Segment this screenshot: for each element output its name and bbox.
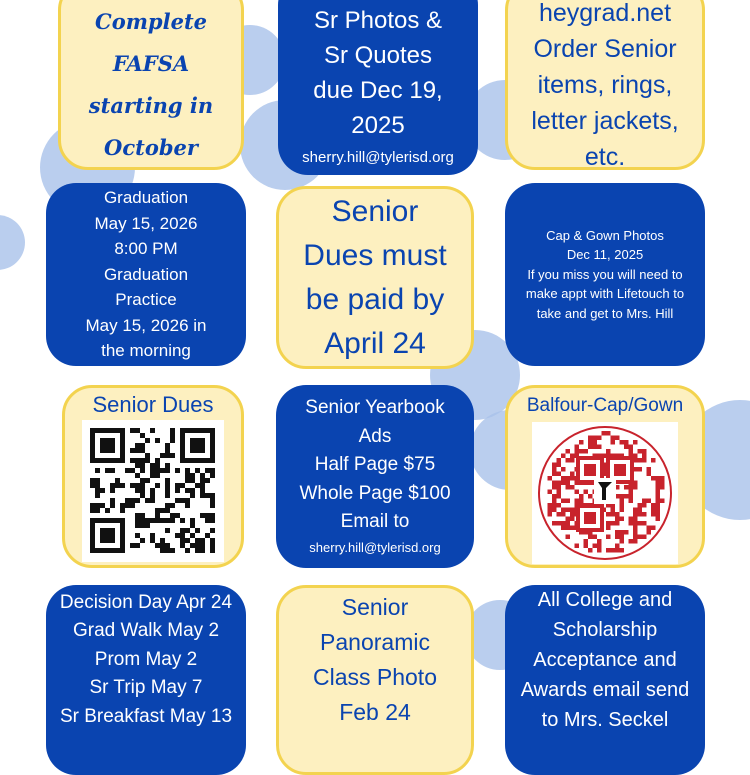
college-line: Awards email send: [520, 679, 690, 701]
panoramic-line: Panoramic: [320, 629, 430, 655]
college-line: All College and: [537, 589, 673, 611]
yearbook-ads-card: [276, 385, 474, 568]
yearbook-line: Half Page $75: [314, 454, 436, 476]
balfour-qr-code[interactable]: [532, 422, 678, 564]
heygrad-card: [505, 0, 705, 170]
senior-events-line: Sr Trip May 7: [89, 677, 203, 699]
senior-events-card: [46, 585, 246, 775]
graduation-line: the morning: [101, 341, 191, 361]
panoramic-line: Feb 24: [339, 699, 411, 725]
fafsa-line: starting in: [88, 93, 214, 118]
heygrad-line: etc.: [584, 143, 626, 170]
fafsa-card: [58, 0, 244, 170]
heygrad-line: Order Senior: [533, 35, 677, 63]
yearbook-line: Whole Page $100: [299, 482, 451, 504]
sr-photos-email: sherry.hill@tylerisd.org: [302, 148, 454, 166]
balfour-qr-card: [505, 385, 705, 568]
college-scholarship-card: [505, 585, 705, 775]
panoramic-line: Senior: [341, 594, 409, 620]
senior-dues-title: Senior Dues: [92, 392, 214, 417]
dues-deadline-card: [276, 186, 474, 369]
senior-events-line: Sr Breakfast May 13: [59, 705, 233, 727]
yearbook-line: Senior Yearbook: [305, 397, 445, 419]
graduation-line: Graduation: [103, 264, 189, 284]
yearbook-line: Ads: [358, 425, 392, 447]
graduation-line: May 15, 2026 in: [85, 315, 207, 335]
sr-photos-line: Sr Quotes: [323, 41, 433, 69]
senior-dues-qr-card: [62, 385, 244, 568]
heygrad-line: letter jackets,: [531, 107, 679, 135]
sr-photos-line: due Dec 19,: [313, 76, 443, 104]
yearbook-line: Email to: [340, 511, 410, 533]
graduation-card: [46, 183, 246, 366]
dues-deadline-line: Senior: [331, 194, 419, 228]
panoramic-line: Class Photo: [312, 664, 437, 690]
senior-events-line: Grad Walk May 2: [72, 620, 220, 642]
graduation-line: Graduation: [103, 188, 189, 208]
dues-deadline-line: April 24: [324, 326, 426, 360]
bubble-decoration: [0, 215, 25, 270]
senior-events-line: Decision Day Apr 24: [59, 591, 233, 613]
cap-gown-line: make appt with Lifetouch to: [525, 286, 685, 302]
college-line: Acceptance and: [533, 649, 677, 671]
cap-gown-photos-card: [505, 183, 705, 366]
cap-gown-line: take and get to Mrs. Hill: [536, 305, 674, 321]
graduation-line: Practice: [115, 290, 177, 310]
dues-deadline-line: Dues must: [303, 238, 447, 272]
cap-gown-line: Cap & Gown Photos: [546, 227, 664, 243]
sr-photos-line: 2025: [351, 111, 405, 139]
fafsa-line: Complete: [94, 9, 208, 34]
sr-photos-line: Sr Photos &: [313, 6, 443, 34]
senior-events-line: Prom May 2: [94, 648, 198, 670]
yearbook-email: sherry.hill@tylerisd.org: [309, 539, 441, 555]
graduation-line: 8:00 PM: [114, 239, 178, 259]
college-line: to Mrs. Seckel: [541, 709, 669, 731]
graduation-line: May 15, 2026: [94, 213, 198, 233]
cap-gown-line: Dec 11, 2025: [566, 247, 644, 263]
heygrad-line: heygrad.net: [538, 0, 672, 27]
senior-dues-qr-code[interactable]: [82, 420, 224, 562]
cap-gown-line: If you miss you will need to: [527, 266, 683, 282]
fafsa-line: October: [104, 135, 198, 160]
heygrad-line: items, rings,: [537, 71, 673, 99]
dues-deadline-line: be paid by: [305, 282, 445, 316]
fafsa-line: FAFSA: [112, 51, 190, 76]
panoramic-photo-card: [276, 585, 474, 775]
sr-photos-card: [278, 0, 478, 175]
balfour-title: Balfour-Cap/Gown: [526, 395, 684, 416]
college-line: Scholarship: [552, 619, 658, 641]
